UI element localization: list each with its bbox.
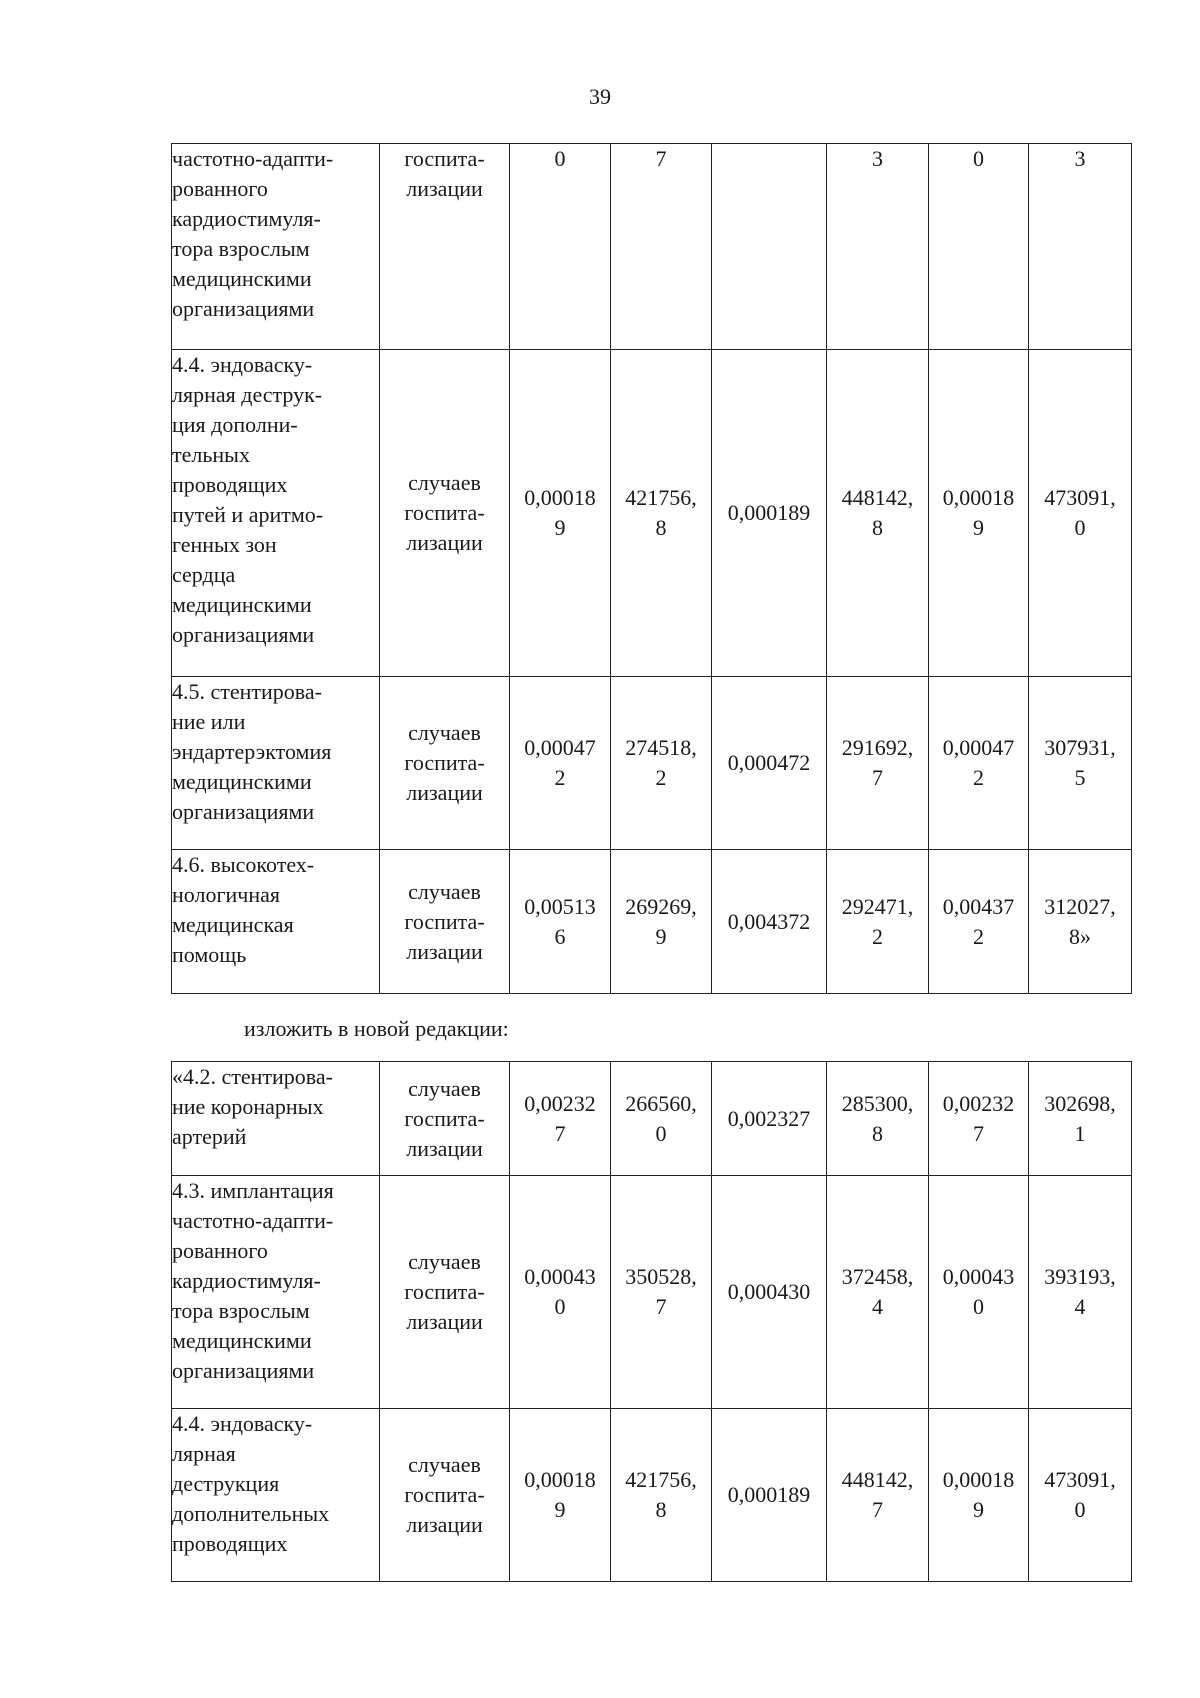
value-cell: 3 [827, 144, 929, 350]
value-cell: 3 [1029, 144, 1132, 350]
value-cell: 473091, 0 [1029, 350, 1132, 677]
table-row [172, 350, 1132, 677]
value-cell: 0 [510, 144, 611, 350]
table-row [172, 850, 1132, 994]
value-cell: 307931, 5 [1029, 677, 1132, 850]
unit-cell: случаев госпита- лизации [380, 677, 510, 850]
value-cell: 421756, 8 [611, 350, 712, 677]
value-cell: 291692, 7 [827, 677, 929, 850]
value-cell: 0 [929, 144, 1029, 350]
value-cell: 473091, 0 [1029, 1409, 1132, 1582]
value-cell: 0,00047 2 [929, 677, 1029, 850]
unit-cell: случаев госпита- лизации [380, 1176, 510, 1409]
value-cell: 0,000189 [712, 1409, 827, 1582]
row-name: частотно-адапти- рованного кардиостимуля- тора взрослым медицинскими организациями [172, 144, 380, 350]
row-name: 4.4. эндоваску- лярная деструкция дополнительных проводящих [172, 1409, 380, 1582]
value-cell: 0,00018 9 [929, 350, 1029, 677]
value-cell: 0,000430 [712, 1176, 827, 1409]
value-cell: 0,00047 2 [510, 677, 611, 850]
row-name: 4.3. имплантация частотно-адапти- рованного кардиостимуля- тора взрослым медицинскими организациями [172, 1176, 380, 1409]
value-cell: 0,00018 9 [510, 1409, 611, 1582]
value-cell: 0,00018 9 [510, 350, 611, 677]
tariff-table-old [171, 143, 1132, 994]
value-cell: 0,00437 2 [929, 850, 1029, 994]
unit-cell: госпита- лизации [380, 144, 510, 350]
unit-cell: случаев госпита- лизации [380, 850, 510, 994]
value-cell: 393193, 4 [1029, 1176, 1132, 1409]
value-cell: 266560, 0 [611, 1062, 712, 1176]
value-cell: 0,000472 [712, 677, 827, 850]
value-cell: 0,00232 7 [510, 1062, 611, 1176]
value-cell: 0,004372 [712, 850, 827, 994]
value-cell: 0,00018 9 [929, 1409, 1029, 1582]
value-cell [712, 144, 827, 350]
value-cell: 0,002327 [712, 1062, 827, 1176]
row-name: 4.5. стентирова- ние или эндартерэктомия медицинскими организациями [172, 677, 380, 850]
table-row [172, 1409, 1132, 1582]
amendment-instruction: изложить в новой редакции: [244, 1016, 509, 1041]
table-row [172, 1062, 1132, 1176]
row-name: 4.6. высокотех- нологичная медицинская помощь [172, 850, 380, 994]
value-cell: 0,00232 7 [929, 1062, 1029, 1176]
unit-cell: случаев госпита- лизации [380, 1062, 510, 1176]
tariff-table-new [171, 1061, 1132, 1582]
row-name: «4.2. стентирова- ние коронарных артерий [172, 1062, 380, 1176]
value-cell: 7 [611, 144, 712, 350]
value-cell: 372458, 4 [827, 1176, 929, 1409]
table-row [172, 1176, 1132, 1409]
row-name: 4.4. эндоваску- лярная деструк- ция дополни- тельных проводящих путей и аритмо- генных зон сердца медицинскими организациями [172, 350, 380, 677]
table-row [172, 677, 1132, 850]
page-number: 39 [589, 84, 611, 109]
value-cell: 0,00513 6 [510, 850, 611, 994]
value-cell: 421756, 8 [611, 1409, 712, 1582]
value-cell: 274518, 2 [611, 677, 712, 850]
value-cell: 0,00043 0 [510, 1176, 611, 1409]
value-cell: 285300, 8 [827, 1062, 929, 1176]
value-cell: 350528, 7 [611, 1176, 712, 1409]
unit-cell: случаев госпита- лизации [380, 1409, 510, 1582]
table-row [172, 144, 1132, 350]
value-cell: 448142, 8 [827, 350, 929, 677]
value-cell: 0,00043 0 [929, 1176, 1029, 1409]
value-cell: 312027, 8» [1029, 850, 1132, 994]
unit-cell: случаев госпита- лизации [380, 350, 510, 677]
value-cell: 292471, 2 [827, 850, 929, 994]
value-cell: 0,000189 [712, 350, 827, 677]
value-cell: 448142, 7 [827, 1409, 929, 1582]
value-cell: 269269, 9 [611, 850, 712, 994]
value-cell: 302698, 1 [1029, 1062, 1132, 1176]
